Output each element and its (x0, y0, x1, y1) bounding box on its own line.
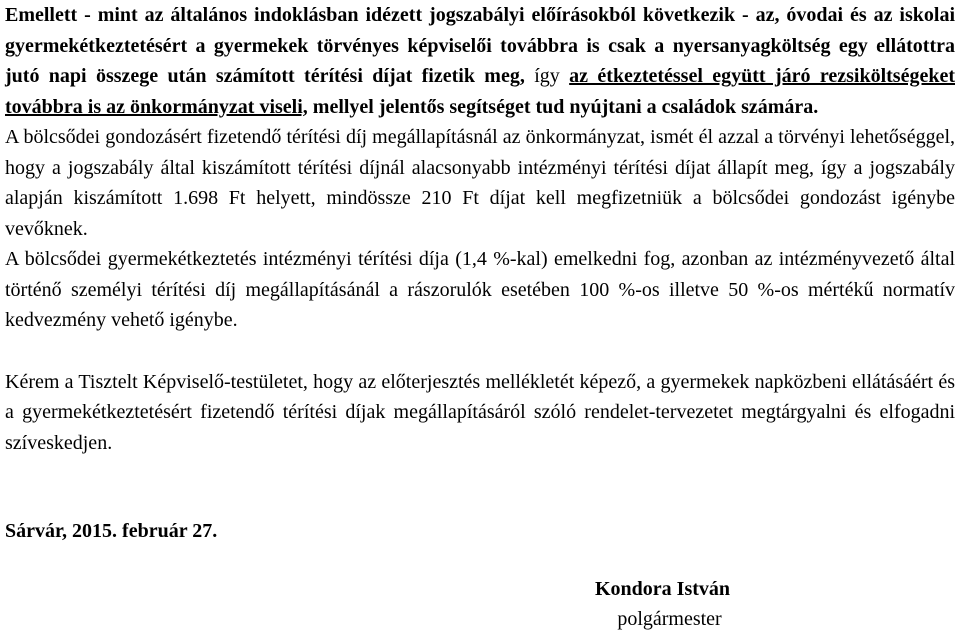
paragraph-nursery-meal-fee: A bölcsődei gyermekétkeztetés intézményi térítési díja (1,4 %-kal) emelkedni fog, azonban az intézményvezető által történő személyi térítési díj megállapításánál a rászorulók esetében 100 %-os illetve 50 %-os mértékű normatív kedvezmény vehető igénybe. (5, 248, 955, 331)
signer-name: Kondora István (595, 578, 731, 600)
document-date: Sárvár, 2015. február 27. (5, 520, 218, 542)
signature-block (595, 574, 730, 634)
paragraph-meal-fees-underlined: az étkeztetéssel együtt járó rezsiköltségeket továbbra is az önkormányzat viseli, (5, 65, 955, 118)
paragraph-nursery-care-fee: A bölcsődei gondozásért fizetendő térítési díj megállapításnál az önkormányzat, ismét él azzal a törvényi lehetőséggel, hogy a jogszabály által kiszámított térítési díjnál alacsonyabb intézményi térítési díjat állapít meg, így a jogszabály alapján kiszámított 1.698 Ft helyett, mindössze 210 Ft díjat kell megfizetniük a bölcsődei gondozást igénybe vevőknek. (5, 126, 955, 240)
paragraph-request: Kérem a Tisztelt Képviselő-testületet, hogy az előterjesztés mellékletét képező, a gyermekek napközbeni ellátásáért és a gyermekétkeztetésért fizetendő térítési díjak megállapításáról szóló rendelet-tervezetet megtárgyalni és elfogadni szíveskedjen. (5, 370, 955, 454)
document-page (5, 0, 955, 458)
paragraph-meal-fees-ending: mellyel jelentős segítséget tud nyújtani a családok számára. (307, 95, 819, 118)
paragraph-meal-fees-intro: Emellett - mint az általános indoklásban idézett jogszabályi előírásokból következik - az, óvodai és az iskolai gyermekétkeztetésért a gyermekek törvényes képviselői továbbra is csak a nyersanyagköltség egy ellátottra jutó napi összege után számított térítési díjat fizetik meg, (5, 4, 955, 87)
paragraph-meal-fees-connector: így (524, 65, 570, 87)
paragraph-spacer (5, 336, 955, 367)
paragraph-meal-fees (5, 0, 955, 122)
signer-title: polgármester (617, 608, 722, 630)
